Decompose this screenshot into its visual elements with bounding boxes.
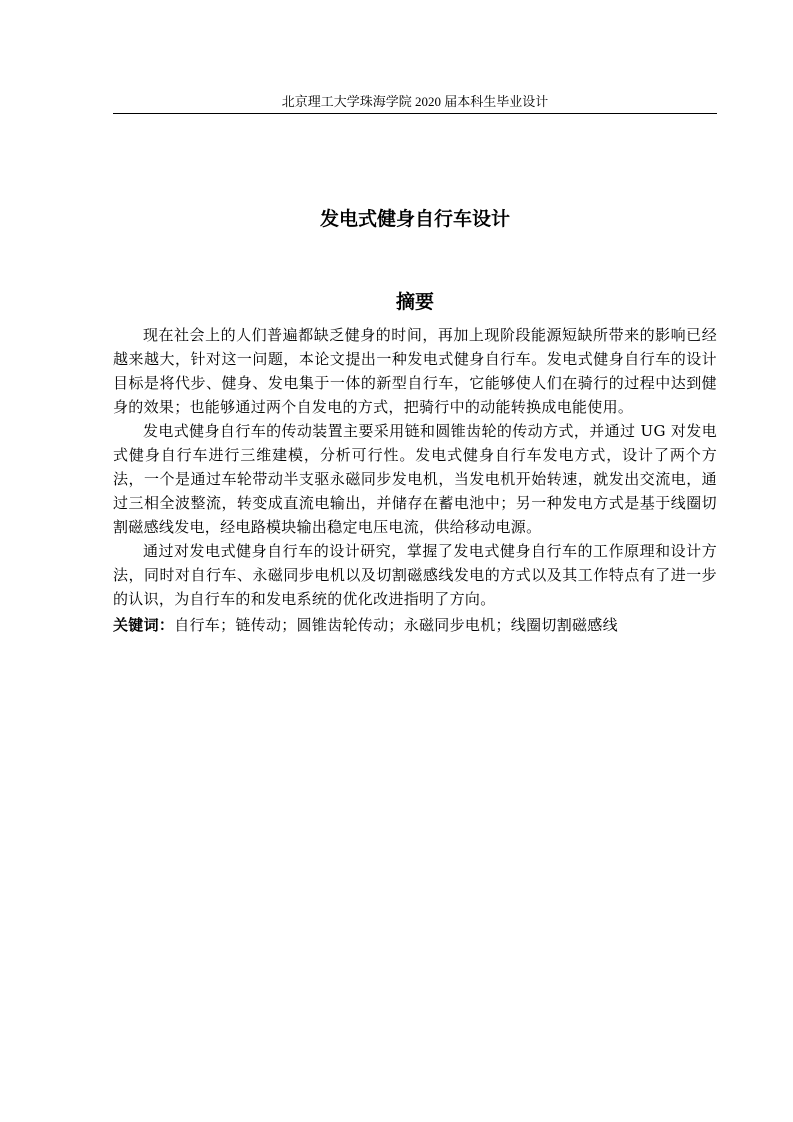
keywords-list: 自行车；链传动；圆锥齿轮传动；永磁同步电机；线圈切割磁感线	[174, 616, 618, 634]
abstract-paragraph-3: 通过对发电式健身自行车的设计研究，掌握了发电式健身自行车的工作原理和设计方法，同时对自行车、永磁同步电机以及切割磁感线发电的方式以及其工作特点有了进一步的认识，为自行车的和发电系统的优化改进指明了方向。	[113, 542, 717, 608]
abstract-paragraph-2: 发电式健身自行车的传动装置主要采用链和圆锥齿轮的传动方式，并通过 UG 对发电式健身自行车进行三维建模，分析可行性。发电式健身自行车发电方式，设计了两个方法，一个是通过车轮带动半支驱永磁同步发电机，当发电机开始转速，就发出交流电，通过三相全波整流，转变成直流电输出，并储存在蓄电池中；另一种发电方式是基于线圈切割磁感线发电，经电路模块输出稳定电压电流，供给移动电源。	[113, 422, 717, 536]
keywords-line	[113, 613, 717, 637]
keywords-label: 关键词：	[113, 616, 175, 634]
abstract-heading: 摘要	[395, 291, 434, 313]
document-title: 发电式健身自行车设计	[319, 208, 510, 230]
abstract-paragraph-1: 现在社会上的人们普遍都缺乏健身的时间，再加上现阶段能源短缺所带来的影响已经越来越大，针对这一问题，本论文提出一种发电式健身自行车。发电式健身自行车的设计目标是将代步、健身、发电集于一体的新型自行车，它能够使人们在骑行的过程中达到健身的效果；也能够通过两个自发电的方式，把骑行中的动能转换成电能使用。	[113, 326, 717, 416]
abstract-body	[113, 323, 717, 637]
header-divider	[113, 113, 717, 114]
page-header: 北京理工大学珠海学院 2020 届本科生毕业设计	[281, 94, 549, 109]
